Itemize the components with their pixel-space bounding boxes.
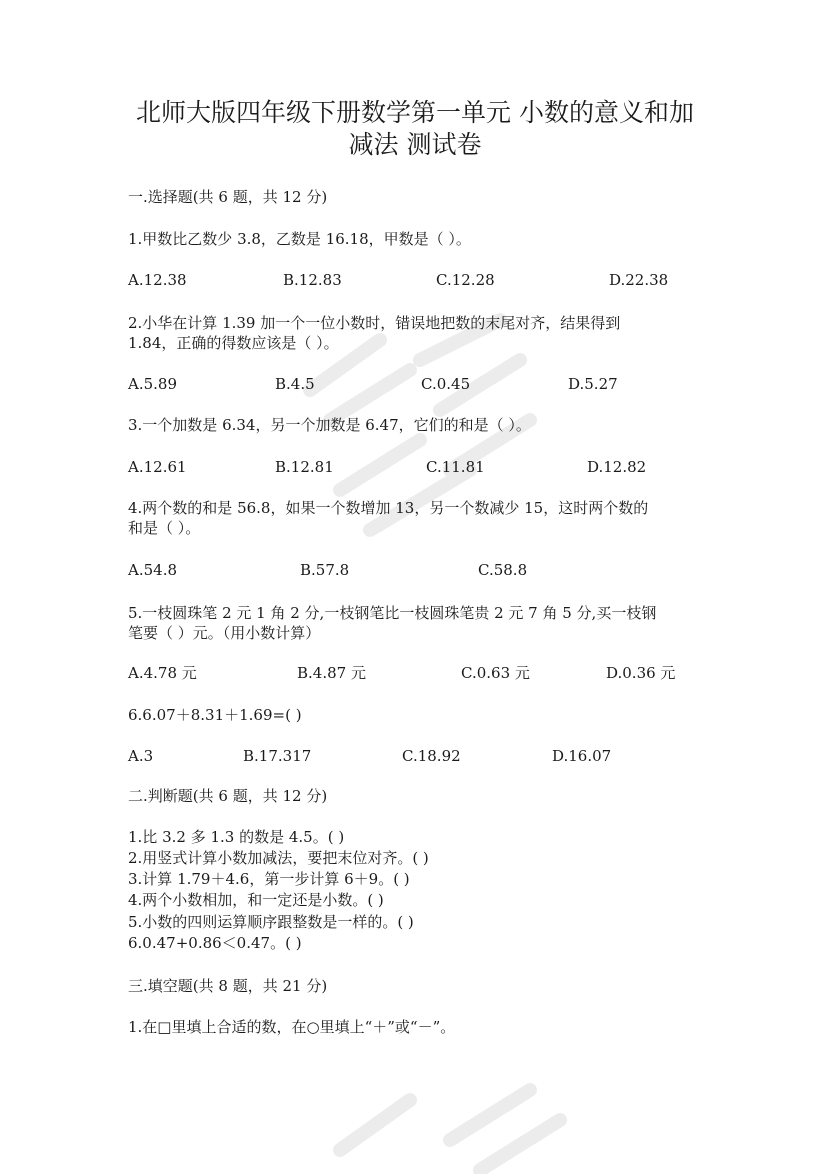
question-1-option-c[interactable]: C.12.28 (436, 271, 495, 289)
fill-question-1: 1.在□里填上合适的数，在○里填上“＋”或“－”。 (128, 1018, 456, 1036)
question-1-stem: 1.甲数比乙数少 3.8，乙数是 16.18，甲数是（ ）。 (128, 230, 471, 248)
question-2-option-d[interactable]: D.5.27 (568, 375, 618, 393)
question-4-stem-line-2: 和是（ ）。 (128, 519, 201, 537)
question-3-option-c[interactable]: C.11.81 (426, 458, 485, 476)
section-heading-choice: 一.选择题(共 6 题，共 12 分) (128, 188, 328, 206)
question-5-option-a[interactable]: A.4.78 元 (128, 664, 197, 682)
question-6-option-b[interactable]: B.17.317 (243, 747, 312, 765)
question-4-option-c[interactable]: C.58.8 (478, 561, 528, 579)
question-5-option-b[interactable]: B.4.87 元 (297, 664, 366, 682)
question-4-option-b[interactable]: B.57.8 (300, 561, 350, 579)
judge-item-1: 1.比 3.2 多 1.3 的数是 4.5。( ) (128, 828, 345, 846)
question-4-stem-line-1: 4.两个数的和是 56.8，如果一个数增加 13，另一个数减少 15，这时两个数的 (128, 499, 649, 517)
question-5-stem-line-2: 笔要（ ）元。（用小数计算） (128, 624, 321, 642)
question-2-option-c[interactable]: C.0.45 (421, 375, 471, 393)
watermark-bottom (300, 1060, 600, 1174)
section-heading-fill: 三.填空题(共 8 题，共 21 分) (128, 977, 328, 995)
page-title-line-1: 北师大版四年级下册数学第一单元 小数的意义和加 (136, 98, 694, 127)
question-2-option-a[interactable]: A.5.89 (128, 375, 177, 393)
question-2-option-b[interactable]: B.4.5 (275, 375, 315, 393)
question-6-option-c[interactable]: C.18.92 (402, 747, 461, 765)
question-1-option-d[interactable]: D.22.38 (609, 271, 669, 289)
question-6-option-a[interactable]: A.3 (128, 747, 154, 765)
question-2-stem-line-2: 1.84，正确的得数应该是（ ）。 (128, 334, 339, 352)
judge-item-3: 3.计算 1.79＋4.6，第一步计算 6＋9。( ) (128, 870, 410, 888)
question-3-stem: 3.一个加数是 6.34，另一个加数是 6.47，它们的和是（ ）。 (128, 416, 531, 434)
question-3-option-d[interactable]: D.12.82 (587, 458, 647, 476)
page-title-line-2: 减法 测试卷 (348, 130, 482, 159)
question-5-option-c[interactable]: C.0.63 元 (461, 664, 530, 682)
question-6-stem: 6.6.07＋8.31＋1.69=( ) (128, 706, 302, 724)
question-3-option-a[interactable]: A.12.61 (128, 458, 187, 476)
question-2-stem-line-1: 2.小华在计算 1.39 加一个一位小数时，错误地把数的末尾对齐，结果得到 (128, 314, 621, 332)
question-1-option-a[interactable]: A.12.38 (128, 271, 187, 289)
question-4-option-a[interactable]: A.54.8 (128, 561, 177, 579)
question-5-stem-line-1: 5.一枝圆珠笔 2 元 1 角 2 分,一枝钢笔比一枝圆珠笔贵 2 元 7 角 5 分,买一枝钢 (128, 604, 657, 622)
judge-item-2: 2.用竖式计算小数加减法，要把末位对齐。( ) (128, 849, 429, 867)
judge-item-4: 4.两个小数相加，和一定还是小数。( ) (128, 891, 384, 909)
question-5-option-d[interactable]: D.0.36 元 (606, 664, 676, 682)
judge-item-5: 5.小数的四则运算顺序跟整数是一样的。( ) (128, 913, 414, 931)
judge-item-6: 6.0.47+0.86＜0.47。( ) (128, 934, 302, 952)
question-6-option-d[interactable]: D.16.07 (552, 747, 612, 765)
section-heading-judge: 二.判断题(共 6 题，共 12 分) (128, 787, 328, 805)
question-3-option-b[interactable]: B.12.81 (275, 458, 334, 476)
question-1-option-b[interactable]: B.12.83 (283, 271, 342, 289)
